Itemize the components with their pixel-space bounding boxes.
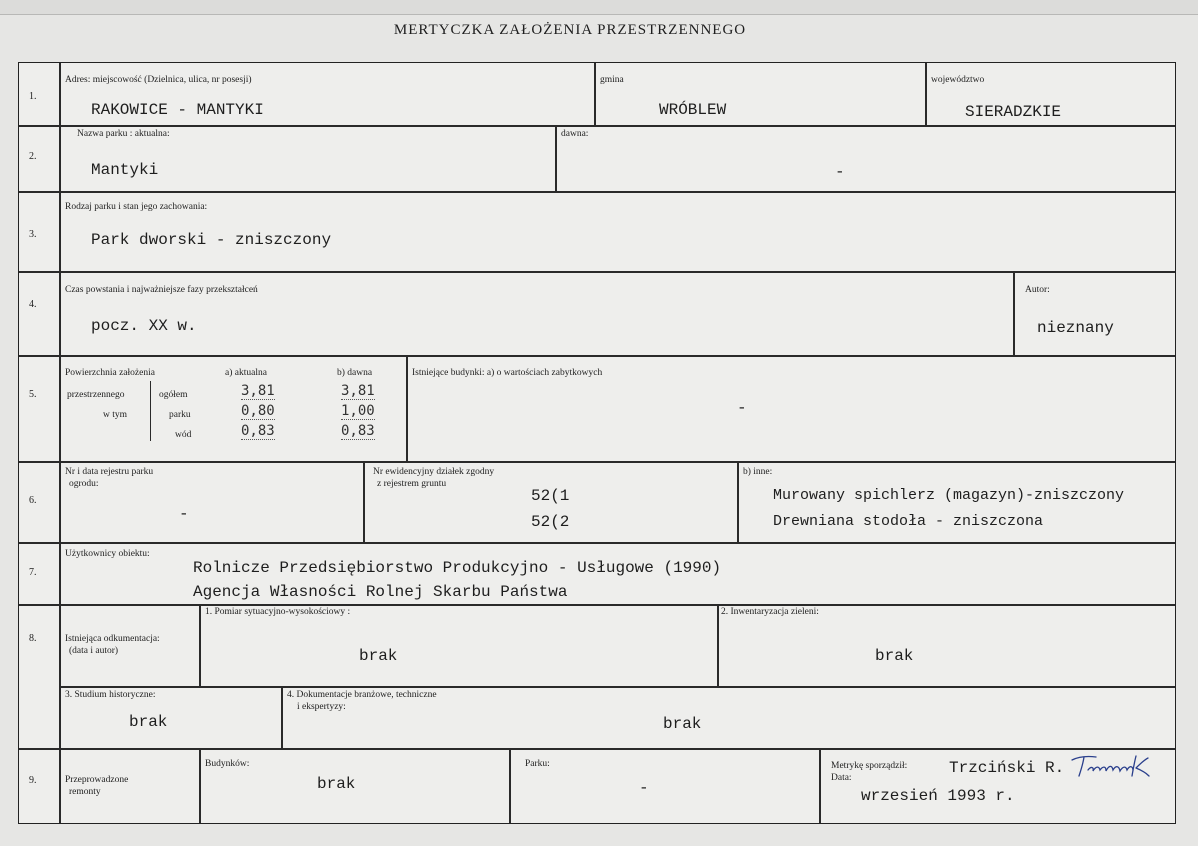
row-divider — [19, 604, 1175, 606]
row-number: 6. — [29, 495, 37, 506]
technical-docs-label-2: i ekspertyzy: — [297, 702, 346, 712]
other-buildings-value-2: Drewniana stodoła - zniszczona — [773, 513, 1044, 530]
area-former-header: b) dawna — [337, 368, 373, 378]
gmina-value: WRÓBLEW — [659, 101, 727, 119]
row-number: 3. — [29, 229, 37, 240]
author-value: nieznany — [1037, 319, 1114, 337]
cell-divider — [555, 125, 557, 191]
documentation-label: Istniejąca odkumentacja: — [65, 634, 160, 644]
cell-divider — [199, 604, 201, 686]
park-name-value: Mantyki — [91, 161, 159, 179]
spatial-label: przestrzennego — [67, 390, 125, 400]
form-sheet — [18, 62, 1176, 824]
total-current-value: 3,81 — [241, 383, 275, 399]
park-renovation-value: - — [639, 779, 649, 797]
parcel-label-2: z rejestrem gruntu — [377, 479, 447, 489]
author-label: Autor: — [1025, 285, 1050, 295]
park-name-label: Nazwa parku : aktualna: — [77, 129, 170, 139]
voivodeship-value: SIERADZKIE — [965, 103, 1062, 121]
park-current-value: 0,80 — [241, 403, 275, 419]
water-former-value: 0,83 — [341, 423, 375, 439]
prepared-by-label: Metrykę sporządził: — [831, 761, 908, 771]
buildings-value: - — [737, 399, 747, 417]
greenery-inventory-value: brak — [875, 647, 914, 665]
users-label: Użytkownicy obiektu: — [65, 549, 150, 559]
buildings-renovation-value: brak — [317, 775, 356, 793]
row-number: 1. — [29, 91, 37, 102]
address-label: Adres: miejscowość (Dzielnica, ulica, nr posesji) — [65, 75, 252, 85]
technical-docs-label: 4. Dokumentacje branżowe, techniczne — [287, 690, 437, 700]
handwritten-signature — [1066, 746, 1176, 786]
cell-divider — [281, 686, 283, 748]
area-label: Powierzchnia założenia — [65, 368, 155, 378]
cell-divider — [199, 748, 201, 823]
cell-divider — [717, 604, 719, 686]
park-type-label: Rodzaj parku i stan jego zachowania: — [65, 202, 208, 212]
total-former-value: 3,81 — [341, 383, 375, 399]
other-buildings-value-1: Murowany spichlerz (magazyn)-zniszczony — [773, 487, 1125, 504]
renovations-label-2: remonty — [69, 787, 101, 797]
cell-divider — [363, 461, 365, 542]
parcel-value-1: 52(1 — [531, 487, 570, 505]
row-number: 5. — [29, 389, 37, 400]
park-type-value: Park dworski - zniszczony — [91, 231, 332, 249]
technical-docs-value: brak — [663, 715, 702, 733]
row-divider — [19, 191, 1175, 193]
parcel-label: Nr ewidencyjny działek zgodny — [373, 467, 495, 477]
register-value: - — [179, 505, 189, 523]
row-divider — [59, 686, 1175, 688]
former-name-label: dawna: — [561, 129, 589, 139]
row-divider — [19, 125, 1175, 127]
cell-divider — [406, 355, 408, 461]
row-divider — [19, 271, 1175, 273]
former-name-value: - — [835, 163, 845, 181]
park-area-label: parku — [169, 410, 191, 420]
number-column-divider — [59, 63, 61, 823]
cell-divider — [819, 748, 821, 823]
row-number: 7. — [29, 567, 37, 578]
water-current-value: 0,83 — [241, 423, 275, 439]
greenery-inventory-label: 2. Inwentaryzacja zieleni: — [721, 607, 819, 617]
row-divider — [19, 355, 1175, 357]
total-label: ogółem — [159, 390, 188, 400]
row-number: 2. — [29, 151, 37, 162]
park-renovation-label: Parku: — [525, 759, 550, 769]
users-value-1: Rolnicze Przedsiębiorstwo Produkcyjno - Usługowe (1990) — [193, 559, 722, 577]
scan-top-edge — [0, 0, 1198, 15]
water-label: wód — [175, 430, 192, 440]
row-divider — [19, 461, 1175, 463]
row-divider — [19, 748, 1175, 750]
origin-value: pocz. XX w. — [91, 317, 197, 335]
cell-divider — [150, 381, 151, 441]
buildings-renovation-label: Budynków: — [205, 759, 250, 769]
of-which-label: w tym — [103, 410, 128, 420]
cell-divider — [925, 63, 927, 125]
voivodeship-label: województwo — [931, 75, 985, 85]
register-label-2: ogrodu: — [69, 479, 99, 489]
prepared-by-value: Trzciński R. — [949, 759, 1065, 777]
row-number: 4. — [29, 299, 37, 310]
buildings-label: Istniejące budynki: a) o wartościach zabytkowych — [412, 368, 603, 378]
renovations-label: Przeprowadzone — [65, 775, 129, 785]
parcel-value-2: 52(2 — [531, 513, 570, 531]
users-value-2: Agencja Własności Rolnej Skarbu Państwa — [193, 583, 568, 601]
row-divider — [19, 542, 1175, 544]
survey-label: 1. Pomiar sytuacyjno-wysokościowy : — [205, 607, 351, 617]
area-current-header: a) aktualna — [225, 368, 267, 378]
register-label: Nr i data rejestru parku — [65, 467, 154, 477]
date-label: Data: — [831, 773, 852, 783]
cell-divider — [1013, 271, 1015, 355]
cell-divider — [509, 748, 511, 823]
historical-study-value: brak — [129, 713, 168, 731]
park-former-value: 1,00 — [341, 403, 375, 419]
row-number: 8. — [29, 633, 37, 644]
survey-value: brak — [359, 647, 398, 665]
cell-divider — [737, 461, 739, 542]
date-value: wrzesień 1993 r. — [861, 787, 1015, 805]
other-buildings-label: b) inne: — [743, 467, 773, 477]
address-value: RAKOWICE - MANTYKI — [91, 101, 264, 119]
historical-study-label: 3. Studium historyczne: — [65, 690, 156, 700]
origin-label: Czas powstania i najważniejsze fazy przekształceń — [65, 285, 258, 295]
gmina-label: gmina — [600, 75, 624, 85]
cell-divider — [594, 63, 596, 125]
row-number: 9. — [29, 775, 37, 786]
form-title: MERTYCZKA ZAŁOŻENIA PRZESTRZENNEGO — [393, 22, 747, 38]
documentation-label-2: (data i autor) — [69, 646, 119, 656]
